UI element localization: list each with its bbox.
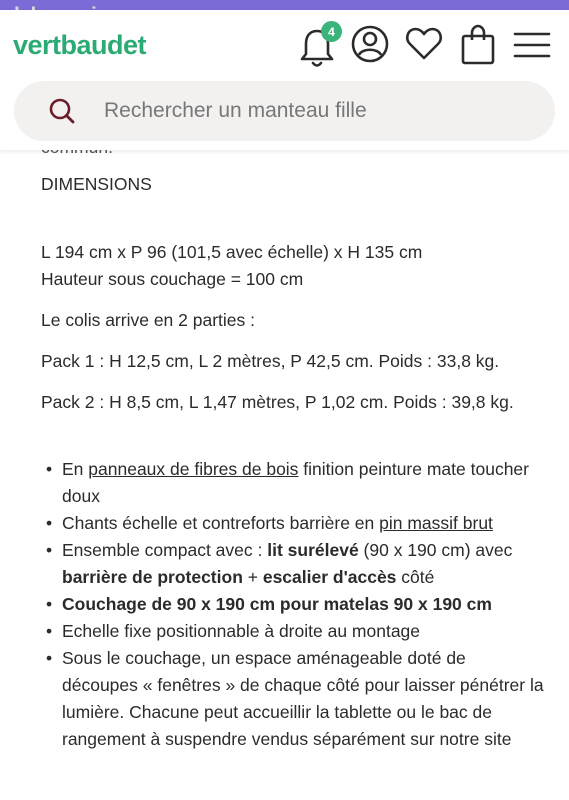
dimensions-heading: DIMENSIONS bbox=[41, 174, 152, 194]
search-bar[interactable] bbox=[14, 81, 555, 141]
feature-list bbox=[44, 456, 544, 753]
wood-link[interactable]: pin massif brut bbox=[379, 513, 493, 533]
heart-icon[interactable] bbox=[404, 24, 444, 62]
bag-icon[interactable] bbox=[458, 22, 498, 66]
dimensions-line: L 194 cm x P 96 (101,5 avec échelle) x H 135 cm bbox=[41, 242, 423, 262]
pack-1: Pack 1 : H 12,5 cm, L 2 mètres, P 42,5 cm. Poids : 33,8 kg. bbox=[41, 351, 500, 371]
menu-icon[interactable] bbox=[512, 28, 552, 62]
user-icon[interactable] bbox=[350, 24, 390, 64]
search-icon[interactable] bbox=[47, 96, 77, 126]
list-item: • En panneaux de fibres de bois finition peinture mate toucher doux bbox=[44, 456, 544, 510]
material-link[interactable]: panneaux de fibres de bois bbox=[88, 459, 299, 479]
list-item: • Ensemble compact avec : lit surélevé (90 x 190 cm) avec barrière de protection + escalier d'accès côté bbox=[44, 537, 544, 591]
notification-badge: 4 bbox=[321, 21, 342, 42]
list-item: • Chants échelle et contreforts barrière en pin massif brut bbox=[44, 510, 544, 537]
site-header bbox=[0, 10, 569, 150]
list-item: • Sous le couchage, un espace aménageable doté de découpes « fenêtres » de chaque côté pour laisser pénétrer la lumière. Chacune peut accueillir la tablette ou le bac de rangement à suspendre vendus séparément sur notre site bbox=[44, 645, 544, 753]
vertbaudet-logo[interactable]: vertbaudet bbox=[13, 30, 147, 60]
height-under-bed: Hauteur sous couchage = 100 cm bbox=[41, 269, 304, 289]
pack-2: Pack 2 : H 8,5 cm, L 1,47 mètres, P 1,02 cm. Poids : 39,8 kg. bbox=[41, 392, 514, 412]
list-item: • Couchage de 90 x 190 cm pour matelas 90 x 190 cm bbox=[44, 591, 544, 618]
package-info: Le colis arrive en 2 parties : bbox=[41, 310, 255, 330]
list-item: • Echelle fixe positionnable à droite au montage bbox=[44, 618, 544, 645]
search-input[interactable] bbox=[102, 98, 506, 124]
